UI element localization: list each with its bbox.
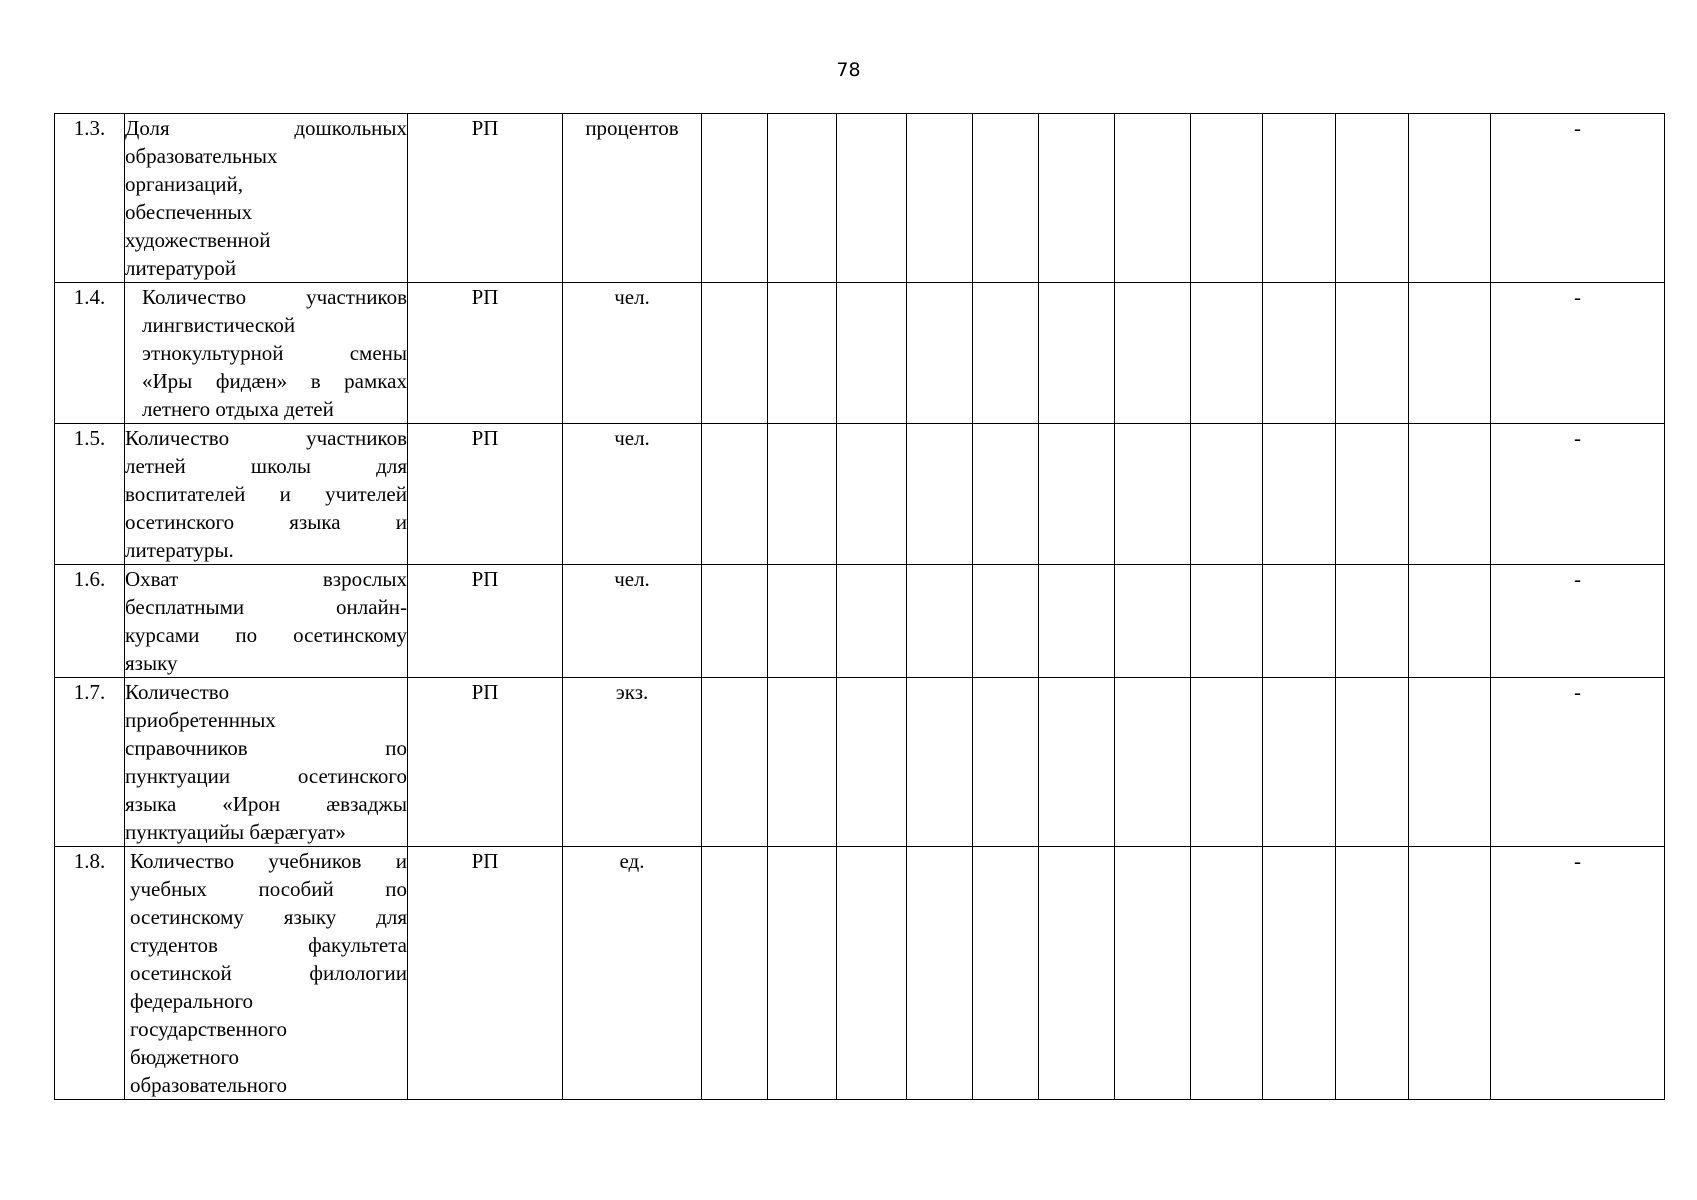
empty-value-cell xyxy=(1409,114,1491,283)
row-number: 1.3. xyxy=(55,114,125,283)
empty-value-cell xyxy=(702,114,768,283)
empty-value-cell xyxy=(907,424,973,565)
empty-value-cell xyxy=(1409,283,1491,424)
empty-value-cell xyxy=(768,565,837,678)
indicator-name-line: обеспеченных xyxy=(125,200,253,224)
unit-cell: чел. xyxy=(563,424,702,565)
table-row xyxy=(55,678,1665,847)
empty-value-cell xyxy=(1191,678,1263,847)
empty-value-cell xyxy=(768,424,837,565)
indicator-name-line: организаций, xyxy=(125,172,243,196)
indicator-name-line: осетинской филологии xyxy=(130,961,407,985)
empty-value-cell xyxy=(837,678,907,847)
empty-value-cell xyxy=(1191,283,1263,424)
source-cell: РП xyxy=(408,283,563,424)
empty-value-cell xyxy=(1409,424,1491,565)
empty-value-cell xyxy=(702,678,768,847)
table-row xyxy=(55,114,1665,283)
indicator-name-line: учебных пособий по xyxy=(130,877,407,901)
table-row xyxy=(55,424,1665,565)
indicator-name-line: лингвистической xyxy=(142,313,296,337)
empty-value-cell xyxy=(837,283,907,424)
empty-value-cell xyxy=(1039,283,1115,424)
empty-value-cell xyxy=(702,847,768,1100)
indicator-name-line: языка «Ирон æвзаджы xyxy=(125,792,407,816)
empty-value-cell xyxy=(1409,847,1491,1100)
empty-value-cell xyxy=(1115,114,1191,283)
empty-value-cell xyxy=(1115,565,1191,678)
indicator-name xyxy=(125,847,408,1100)
empty-value-cell xyxy=(1039,565,1115,678)
table-row xyxy=(55,565,1665,678)
indicator-name-line: этнокультурной смены xyxy=(142,341,407,365)
empty-value-cell xyxy=(837,114,907,283)
indicator-name xyxy=(125,678,408,847)
empty-value-cell xyxy=(1263,565,1336,678)
empty-value-cell xyxy=(1039,424,1115,565)
indicator-name-line: государственного xyxy=(130,1017,288,1041)
empty-value-cell xyxy=(1336,114,1409,283)
empty-value-cell xyxy=(702,565,768,678)
empty-value-cell xyxy=(768,847,837,1100)
indicator-name-line: Количество участников xyxy=(142,285,407,309)
indicator-name-line: языку xyxy=(125,651,178,675)
indicator-name-line: летнего отдыха детей xyxy=(142,397,334,421)
indicator-name-line: пунктуацийы бæрæгуат» xyxy=(125,820,346,844)
indicator-name-line: литературой xyxy=(125,256,237,280)
empty-value-cell xyxy=(1039,847,1115,1100)
empty-value-cell xyxy=(768,114,837,283)
indicator-name-line: летней школы для xyxy=(125,454,407,478)
indicator-name-line: пунктуации осетинского xyxy=(125,764,407,788)
empty-value-cell xyxy=(973,114,1039,283)
table-row xyxy=(55,283,1665,424)
empty-value-cell xyxy=(1263,424,1336,565)
empty-value-cell xyxy=(973,678,1039,847)
empty-value-cell xyxy=(1336,424,1409,565)
source-cell: РП xyxy=(408,114,563,283)
source-cell: РП xyxy=(408,678,563,847)
unit-cell: экз. xyxy=(563,678,702,847)
last-column-cell: - xyxy=(1491,424,1665,565)
indicator-name-line: Количество xyxy=(125,680,230,704)
indicator-name xyxy=(125,114,408,283)
empty-value-cell xyxy=(1039,114,1115,283)
unit-cell: ед. xyxy=(563,847,702,1100)
empty-value-cell xyxy=(1191,114,1263,283)
empty-value-cell xyxy=(1336,678,1409,847)
indicator-name-line: Количество участников xyxy=(125,426,407,450)
indicator-name-line: студентов факультета xyxy=(130,933,407,957)
last-column-cell: - xyxy=(1491,114,1665,283)
empty-value-cell xyxy=(973,565,1039,678)
empty-value-cell xyxy=(973,847,1039,1100)
empty-value-cell xyxy=(1191,424,1263,565)
empty-value-cell xyxy=(837,847,907,1100)
indicator-name-line: бюджетного xyxy=(130,1045,240,1069)
unit-cell: процентов xyxy=(563,114,702,283)
empty-value-cell xyxy=(907,678,973,847)
indicator-name-line: «Иры фидæн» в рамках xyxy=(142,369,407,393)
empty-value-cell xyxy=(1115,678,1191,847)
row-number: 1.7. xyxy=(55,678,125,847)
empty-value-cell xyxy=(907,565,973,678)
unit-cell: чел. xyxy=(563,565,702,678)
empty-value-cell xyxy=(1409,678,1491,847)
empty-value-cell xyxy=(768,678,837,847)
empty-value-cell xyxy=(1263,114,1336,283)
indicator-name xyxy=(125,424,408,565)
indicator-name-line: воспитателей и учителей xyxy=(125,482,407,506)
empty-value-cell xyxy=(1336,847,1409,1100)
indicator-name-line: федерального xyxy=(130,989,254,1013)
empty-value-cell xyxy=(702,283,768,424)
row-number: 1.6. xyxy=(55,565,125,678)
last-column-cell: - xyxy=(1491,847,1665,1100)
indicator-name xyxy=(125,283,408,424)
last-column-cell: - xyxy=(1491,678,1665,847)
empty-value-cell xyxy=(907,114,973,283)
indicator-name-line: осетинскому языку для xyxy=(130,905,407,929)
source-cell: РП xyxy=(408,424,563,565)
empty-value-cell xyxy=(973,424,1039,565)
source-cell: РП xyxy=(408,565,563,678)
empty-value-cell xyxy=(1263,283,1336,424)
empty-value-cell xyxy=(768,283,837,424)
last-column-cell: - xyxy=(1491,565,1665,678)
indicator-name-line: справочников по xyxy=(125,736,407,760)
indicator-name-line: художественной xyxy=(125,228,271,252)
empty-value-cell xyxy=(1191,847,1263,1100)
unit-cell: чел. xyxy=(563,283,702,424)
empty-value-cell xyxy=(973,283,1039,424)
row-number: 1.8. xyxy=(55,847,125,1100)
indicators-table xyxy=(54,113,1665,1100)
indicator-name-line: образовательного xyxy=(130,1073,287,1097)
empty-value-cell xyxy=(1115,424,1191,565)
empty-value-cell xyxy=(1039,678,1115,847)
indicator-name-line: бесплатными онлайн- xyxy=(125,595,407,619)
indicator-name-line: осетинского языка и xyxy=(125,510,407,534)
indicator-name-line: Количество учебников и xyxy=(130,849,407,873)
row-number: 1.5. xyxy=(55,424,125,565)
indicator-name-line: литературы. xyxy=(125,538,234,562)
empty-value-cell xyxy=(1336,283,1409,424)
last-column-cell: - xyxy=(1491,283,1665,424)
empty-value-cell xyxy=(907,283,973,424)
indicator-name xyxy=(125,565,408,678)
indicator-name-line: Доля дошкольных xyxy=(125,116,407,140)
indicator-name-line: Охват взрослых xyxy=(125,567,407,591)
page-number: 78 xyxy=(836,59,861,81)
empty-value-cell xyxy=(1191,565,1263,678)
empty-value-cell xyxy=(907,847,973,1100)
empty-value-cell xyxy=(1263,847,1336,1100)
indicator-name-line: приобретеннных xyxy=(125,708,276,732)
indicator-name-line: образовательных xyxy=(125,144,278,168)
empty-value-cell xyxy=(1263,678,1336,847)
empty-value-cell xyxy=(1115,283,1191,424)
indicator-name-line: курсами по осетинскому xyxy=(125,623,407,647)
empty-value-cell xyxy=(1409,565,1491,678)
table-row xyxy=(55,847,1665,1100)
row-number: 1.4. xyxy=(55,283,125,424)
empty-value-cell xyxy=(1336,565,1409,678)
empty-value-cell xyxy=(837,424,907,565)
source-cell: РП xyxy=(408,847,563,1100)
empty-value-cell xyxy=(702,424,768,565)
empty-value-cell xyxy=(837,565,907,678)
empty-value-cell xyxy=(1115,847,1191,1100)
